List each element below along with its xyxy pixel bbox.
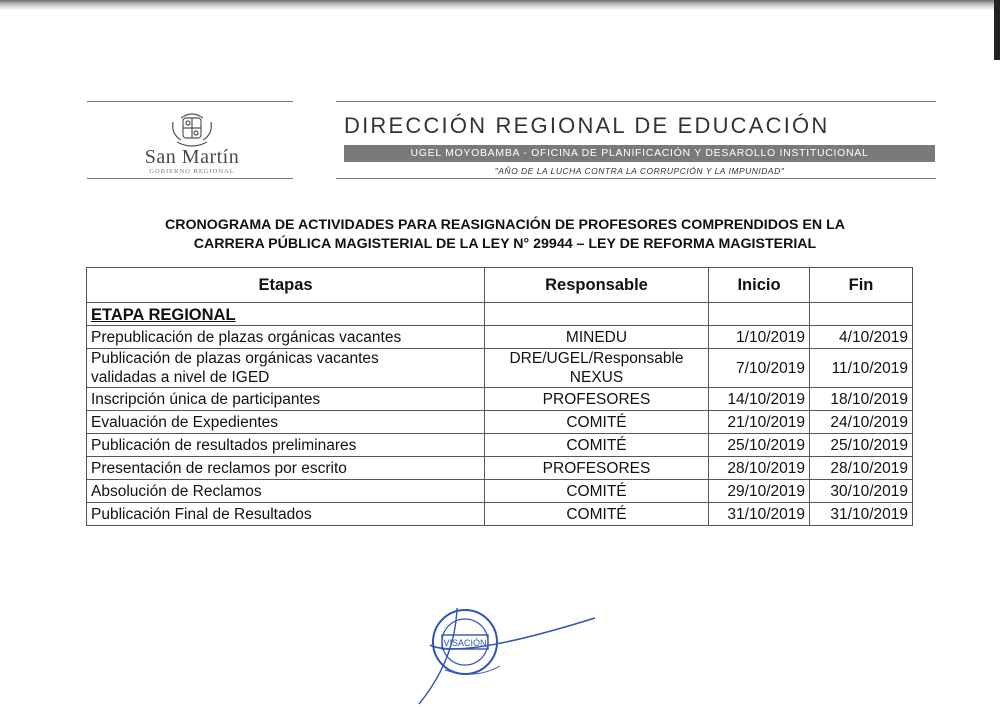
etapa-cell: Prepublicación de plazas orgánicas vacantes <box>87 326 485 349</box>
responsable-cell: COMITÉ <box>485 434 709 457</box>
header-top-rule <box>336 101 936 102</box>
org-name: San Martín <box>144 146 240 168</box>
inicio-cell: 25/10/2019 <box>709 434 810 457</box>
stage-row <box>87 303 913 326</box>
fin-cell: 25/10/2019 <box>810 434 913 457</box>
header-bottom-rule <box>336 178 936 179</box>
coat-of-arms-logo <box>167 108 217 150</box>
column-header-responsable: Responsable <box>485 268 709 303</box>
empty-cell <box>709 303 810 326</box>
document-title-line-1: CRONOGRAMA DE ACTIVIDADES PARA REASIGNACIÓN DE PROFESORES COMPRENDIDOS EN LA <box>165 217 845 233</box>
fin-cell: 31/10/2019 <box>810 503 913 526</box>
visacion-stamp-signature <box>405 600 615 707</box>
empty-cell <box>485 303 709 326</box>
responsable-cell: PROFESORES <box>485 388 709 411</box>
header-motto: "AÑO DE LA LUCHA CONTRA LA CORRUPCIÓN Y LA IMPUNIDAD" <box>494 166 785 176</box>
etapa-cell: Evaluación de Expedientes <box>87 411 485 434</box>
responsable-cell: COMITÉ <box>485 503 709 526</box>
column-header-etapas: Etapas <box>87 268 485 303</box>
etapa-cell: Inscripción única de participantes <box>87 388 485 411</box>
table-row <box>87 326 913 349</box>
responsable-cell: MINEDU <box>485 326 709 349</box>
inicio-cell: 28/10/2019 <box>709 457 810 480</box>
responsable-line-1: DRE/UGEL/Responsable <box>509 350 684 367</box>
stage-cell <box>87 303 485 326</box>
header-title: DIRECCIÓN REGIONAL DE EDUCACIÓN <box>344 113 830 138</box>
org-subtitle: GOBIERNO REGIONAL <box>149 168 235 175</box>
stamp-text: VISACIÓN <box>443 638 487 648</box>
responsable-cell: COMITÉ <box>485 480 709 503</box>
responsable-cell <box>485 349 709 388</box>
fin-cell: 24/10/2019 <box>810 411 913 434</box>
inicio-cell: 31/10/2019 <box>709 503 810 526</box>
fin-cell: 4/10/2019 <box>810 326 913 349</box>
etapa-cell: Publicación de resultados preliminares <box>87 434 485 457</box>
logo-top-rule <box>87 101 293 102</box>
etapa-cell <box>87 349 485 388</box>
etapa-cell: Absolución de Reclamos <box>87 480 485 503</box>
empty-cell <box>810 303 913 326</box>
column-header-inicio: Inicio <box>709 268 810 303</box>
inicio-cell: 29/10/2019 <box>709 480 810 503</box>
responsable-cell: PROFESORES <box>485 457 709 480</box>
inicio-cell: 7/10/2019 <box>709 349 810 388</box>
scan-top-edge <box>0 0 1000 10</box>
table-row <box>87 349 913 388</box>
responsable-line-2: NEXUS <box>569 369 624 386</box>
etapa-cell: Presentación de reclamos por escrito <box>87 457 485 480</box>
table-row <box>87 457 913 480</box>
schedule-table <box>86 267 913 526</box>
etapa-cell: Publicación Final de Resultados <box>87 503 485 526</box>
inicio-cell: 21/10/2019 <box>709 411 810 434</box>
fin-cell: 28/10/2019 <box>810 457 913 480</box>
inicio-cell: 14/10/2019 <box>709 388 810 411</box>
table-row <box>87 388 913 411</box>
table-row <box>87 503 913 526</box>
fin-cell: 18/10/2019 <box>810 388 913 411</box>
fin-cell: 30/10/2019 <box>810 480 913 503</box>
scan-right-edge <box>994 0 1000 60</box>
etapa-line-2: validadas a nivel de IGED <box>91 369 270 386</box>
column-header-fin: Fin <box>810 268 913 303</box>
etapa-line-1: Publicación de plazas orgánicas vacantes <box>91 350 379 367</box>
table-row <box>87 480 913 503</box>
header-band: UGEL MOYOBAMBA - OFICINA DE PLANIFICACIÓN Y DESAROLLO INSTITUCIONAL <box>344 145 935 162</box>
fin-cell: 11/10/2019 <box>810 349 913 388</box>
responsable-cell: COMITÉ <box>485 411 709 434</box>
stage-label: ETAPA REGIONAL <box>91 306 236 324</box>
table-row <box>87 434 913 457</box>
table-header-row <box>87 268 913 303</box>
logo-bottom-rule <box>87 178 293 179</box>
table-row <box>87 411 913 434</box>
inicio-cell: 1/10/2019 <box>709 326 810 349</box>
document-title-line-2: CARRERA PÚBLICA MAGISTERIAL DE LA LEY N° 29944 – LEY DE REFORMA MAGISTERIAL <box>193 236 817 252</box>
document-title <box>90 216 920 254</box>
